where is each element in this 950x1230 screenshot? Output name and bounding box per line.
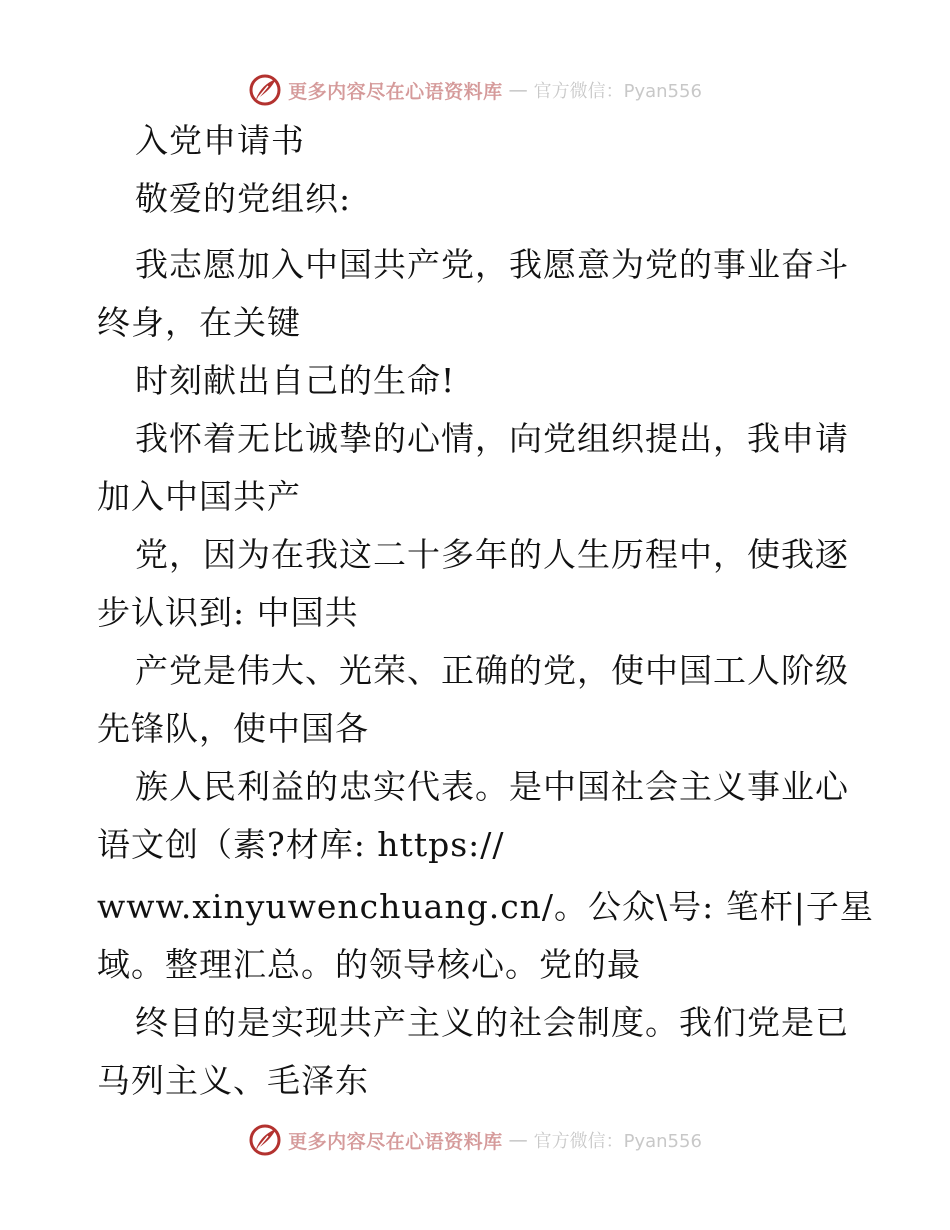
salutation: 敬爱的党组织: [135,179,352,218]
feather-pen-logo-icon [248,73,282,107]
text-line: 我志愿加入中国共产党，我愿意为党的事业奋斗 [135,245,849,284]
text-line: 时刻献出自己的生命! [135,361,456,400]
text-line: 域。整理汇总。的领导核心。党的最 [97,945,641,984]
text-line: 族人民利益的忠实代表。是中国社会主义事业心 [135,767,849,806]
text-line: 步认识到: 中国共 [97,593,359,632]
header-banner-content [248,73,702,107]
banner-wechat-text: 官方微信：Pyan556 [533,1131,702,1152]
text-line: 加入中国共产 [97,477,301,516]
text-line: 先锋队，使中国各 [97,709,369,748]
document-title: 入党申请书 [135,121,305,160]
banner-separator: — [508,79,528,101]
text-line: 马列主义、毛泽东 [97,1061,369,1100]
text-line: 党，因为在我这二十多年的人生历程中，使我逐 [135,535,849,574]
text-line: 终目的是实现共产主义的社会制度。我们党是已 [135,1003,849,1042]
banner-wechat-text: 官方微信：Pyan556 [533,81,702,102]
banner-separator: — [508,1129,528,1151]
footer-banner-content [248,1123,702,1157]
text-line: www.xinyuwenchuang.cn/。公众\号: 笔杆|子星 [97,887,874,926]
text-line: 我怀着无比诚挚的心情，向党组织提出，我申请 [135,419,849,458]
banner-main-text: 更多内容尽在心语资料库 [288,1130,503,1153]
header-banner [0,70,950,110]
text-line: 语文创（素?材库: https:// [97,825,505,864]
feather-pen-logo-icon [248,1123,282,1157]
banner-main-text: 更多内容尽在心语资料库 [288,80,503,103]
footer-banner [0,1120,950,1160]
text-line: 产党是伟大、光荣、正确的党，使中国工人阶级 [135,651,849,690]
text-line: 终身，在关键 [97,303,301,342]
